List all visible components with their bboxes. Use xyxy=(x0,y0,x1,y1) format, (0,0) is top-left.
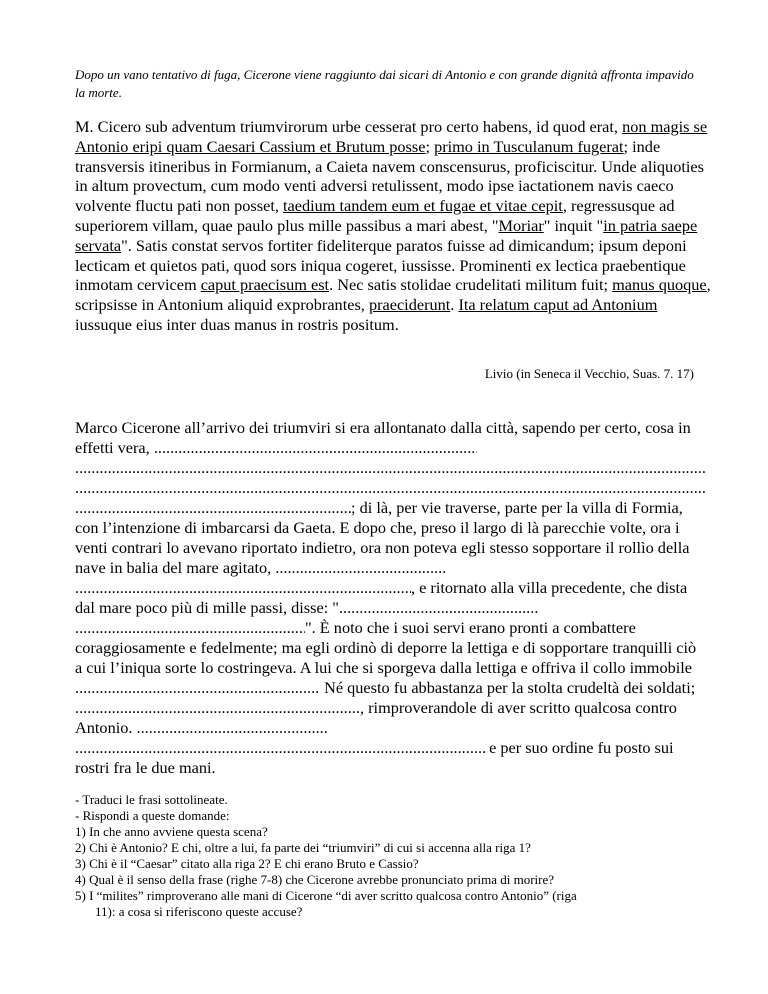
translation-text: , rimproverandole di aver scritto qualcosa contro Antonio. xyxy=(75,698,677,737)
underlined-phrase: Ita relatum caput ad Antonium xyxy=(458,295,658,315)
latin-text: , regressusque ad superiorem villam, quae paulo plus mille passibus a mari abest, " xyxy=(75,196,675,235)
translation-text: ; di là, per vie traverse, parte per la villa di Formia, con l’intenzione di imbarcarsi da Gaeta. E dopo che, preso il largo di là parecchie volte, ora i venti contrari lo avevano riportato indietro, ora non poteva egli stesso sopportare il rollìo della nave in balia del mare agitato, xyxy=(75,498,690,577)
question-item: 2) Chi è Antonio? E chi, oltre a lui, fa parte dei “triumviri” di cui si accenna alla riga 1? xyxy=(75,840,531,855)
latin-text: ". Satis constat servos fortiter fideliterque paratos fuisse ad dimicandum; ipsum deponi lecticam et quietos pati, quod sors iniqua cogeret, iussisse. Prominenti ex lectica praebentique inmotam cervicem xyxy=(75,235,687,295)
blank-line[interactable] xyxy=(75,578,411,598)
blank-line[interactable] xyxy=(75,498,351,518)
latin-text: . xyxy=(450,295,459,315)
translation-text: e per suo ordine fu posto sui rostri fra le due mani. xyxy=(75,738,674,777)
blank-line[interactable] xyxy=(275,558,445,578)
translation-text: Né questo fu abbastanza per la stolta crudeltà dei soldati; xyxy=(320,678,696,697)
instruction: - Traduci le frasi sottolineate. xyxy=(75,792,228,807)
underlined-phrase: caput praecisum est xyxy=(200,275,330,295)
latin-text: " inquit " xyxy=(543,215,604,235)
blank-line[interactable] xyxy=(75,738,485,758)
underlined-phrase: manus quoque xyxy=(612,275,707,295)
underlined-phrase: non magis se Antonio eripi quam Caesari Cassium et Brutum posse xyxy=(75,117,708,156)
latin-passage xyxy=(75,117,715,335)
latin-text: ; xyxy=(425,136,435,156)
blank-line[interactable] xyxy=(339,598,539,618)
blank-line[interactable] xyxy=(75,698,360,718)
latin-text: iussuque eius inter duas manus in rostris positum. xyxy=(75,314,399,334)
blank-line[interactable] xyxy=(154,438,477,458)
question-item: 3) Chi è il “Caesar” citato alla riga 2? E chi erano Bruto e Cassio? xyxy=(75,856,419,871)
latin-text: . Nec satis stolidae crudelitati militum fuit; xyxy=(329,275,613,295)
intro-text: Dopo un vano tentativo di fuga, Cicerone viene raggiunto dai sicari di Antonio e con grande dignità affronta impavido la morte. xyxy=(75,67,694,100)
translation-text: , e ritornato alla villa precedente, che dista dal mare poco più di mille passi, disse: " xyxy=(75,578,688,617)
blank-line[interactable] xyxy=(75,478,705,498)
instruction: - Rispondi a queste domande: xyxy=(75,808,230,823)
exercise-questions xyxy=(75,792,715,920)
translation-text: Marco Cicerone all’arrivo dei triumviri si era allontanato dalla città, sapendo per certo, cosa in effetti vera, xyxy=(75,418,691,457)
question-item: 1) In che anno avviene questa scena? xyxy=(75,824,268,839)
underlined-phrase: taedium tandem eum et fugae et vitae cepit xyxy=(283,196,563,216)
underlined-phrase: Moriar xyxy=(498,215,544,235)
underlined-phrase: in patria saepe servata xyxy=(75,215,698,255)
question-item: 5) I “milites” rimproverano alle mani di Cicerone “di aver scritto qualcosa contro Antonio” (riga xyxy=(75,888,577,903)
latin-text: ; inde transversis itineribus in Formianum, a Caieta navem conscensurus, proficiscitur. Unde aliquoties in altum provectum, cum modo venti adversi retulissent, modo ipse iactationem navis caeco volvente fluctu pati non posset, xyxy=(75,136,704,216)
blank-line[interactable] xyxy=(75,678,320,698)
question-item: 4) Qual è il senso della frase (righe 7-8) che Cicerone avrebbe pronunciato prima di morire? xyxy=(75,872,555,887)
underlined-phrase: primo in Tusculanum fugerat xyxy=(434,136,624,156)
latin-text: M. Cicero sub adventum triumvirorum urbe cesserat pro certo habens, id quod erat, xyxy=(75,117,623,136)
underlined-phrase: praeciderunt xyxy=(368,295,451,315)
blank-line[interactable] xyxy=(75,458,705,478)
blank-line[interactable] xyxy=(75,618,305,638)
blank-line[interactable] xyxy=(137,718,327,738)
translation-text: ". È noto che i suoi servi erano pronti a combattere coraggiosamente e fedelmente; ma egli ordinò di deporre la lettiga e di sopportare tranquilli ciò a cui l’iniqua sorte lo costringeva. A lui che si sporgeva dalla lettiga e offriva il collo immobile xyxy=(75,618,697,677)
latin-text: , scripsisse in Antonium aliquid exprobrantes, xyxy=(75,275,711,315)
source-citation: Livio (in Seneca il Vecchio, Suas. 7. 17) xyxy=(484,366,694,381)
question-item-continuation: 11): a cosa si riferiscono queste accuse? xyxy=(95,904,303,919)
italian-translation xyxy=(75,418,705,778)
